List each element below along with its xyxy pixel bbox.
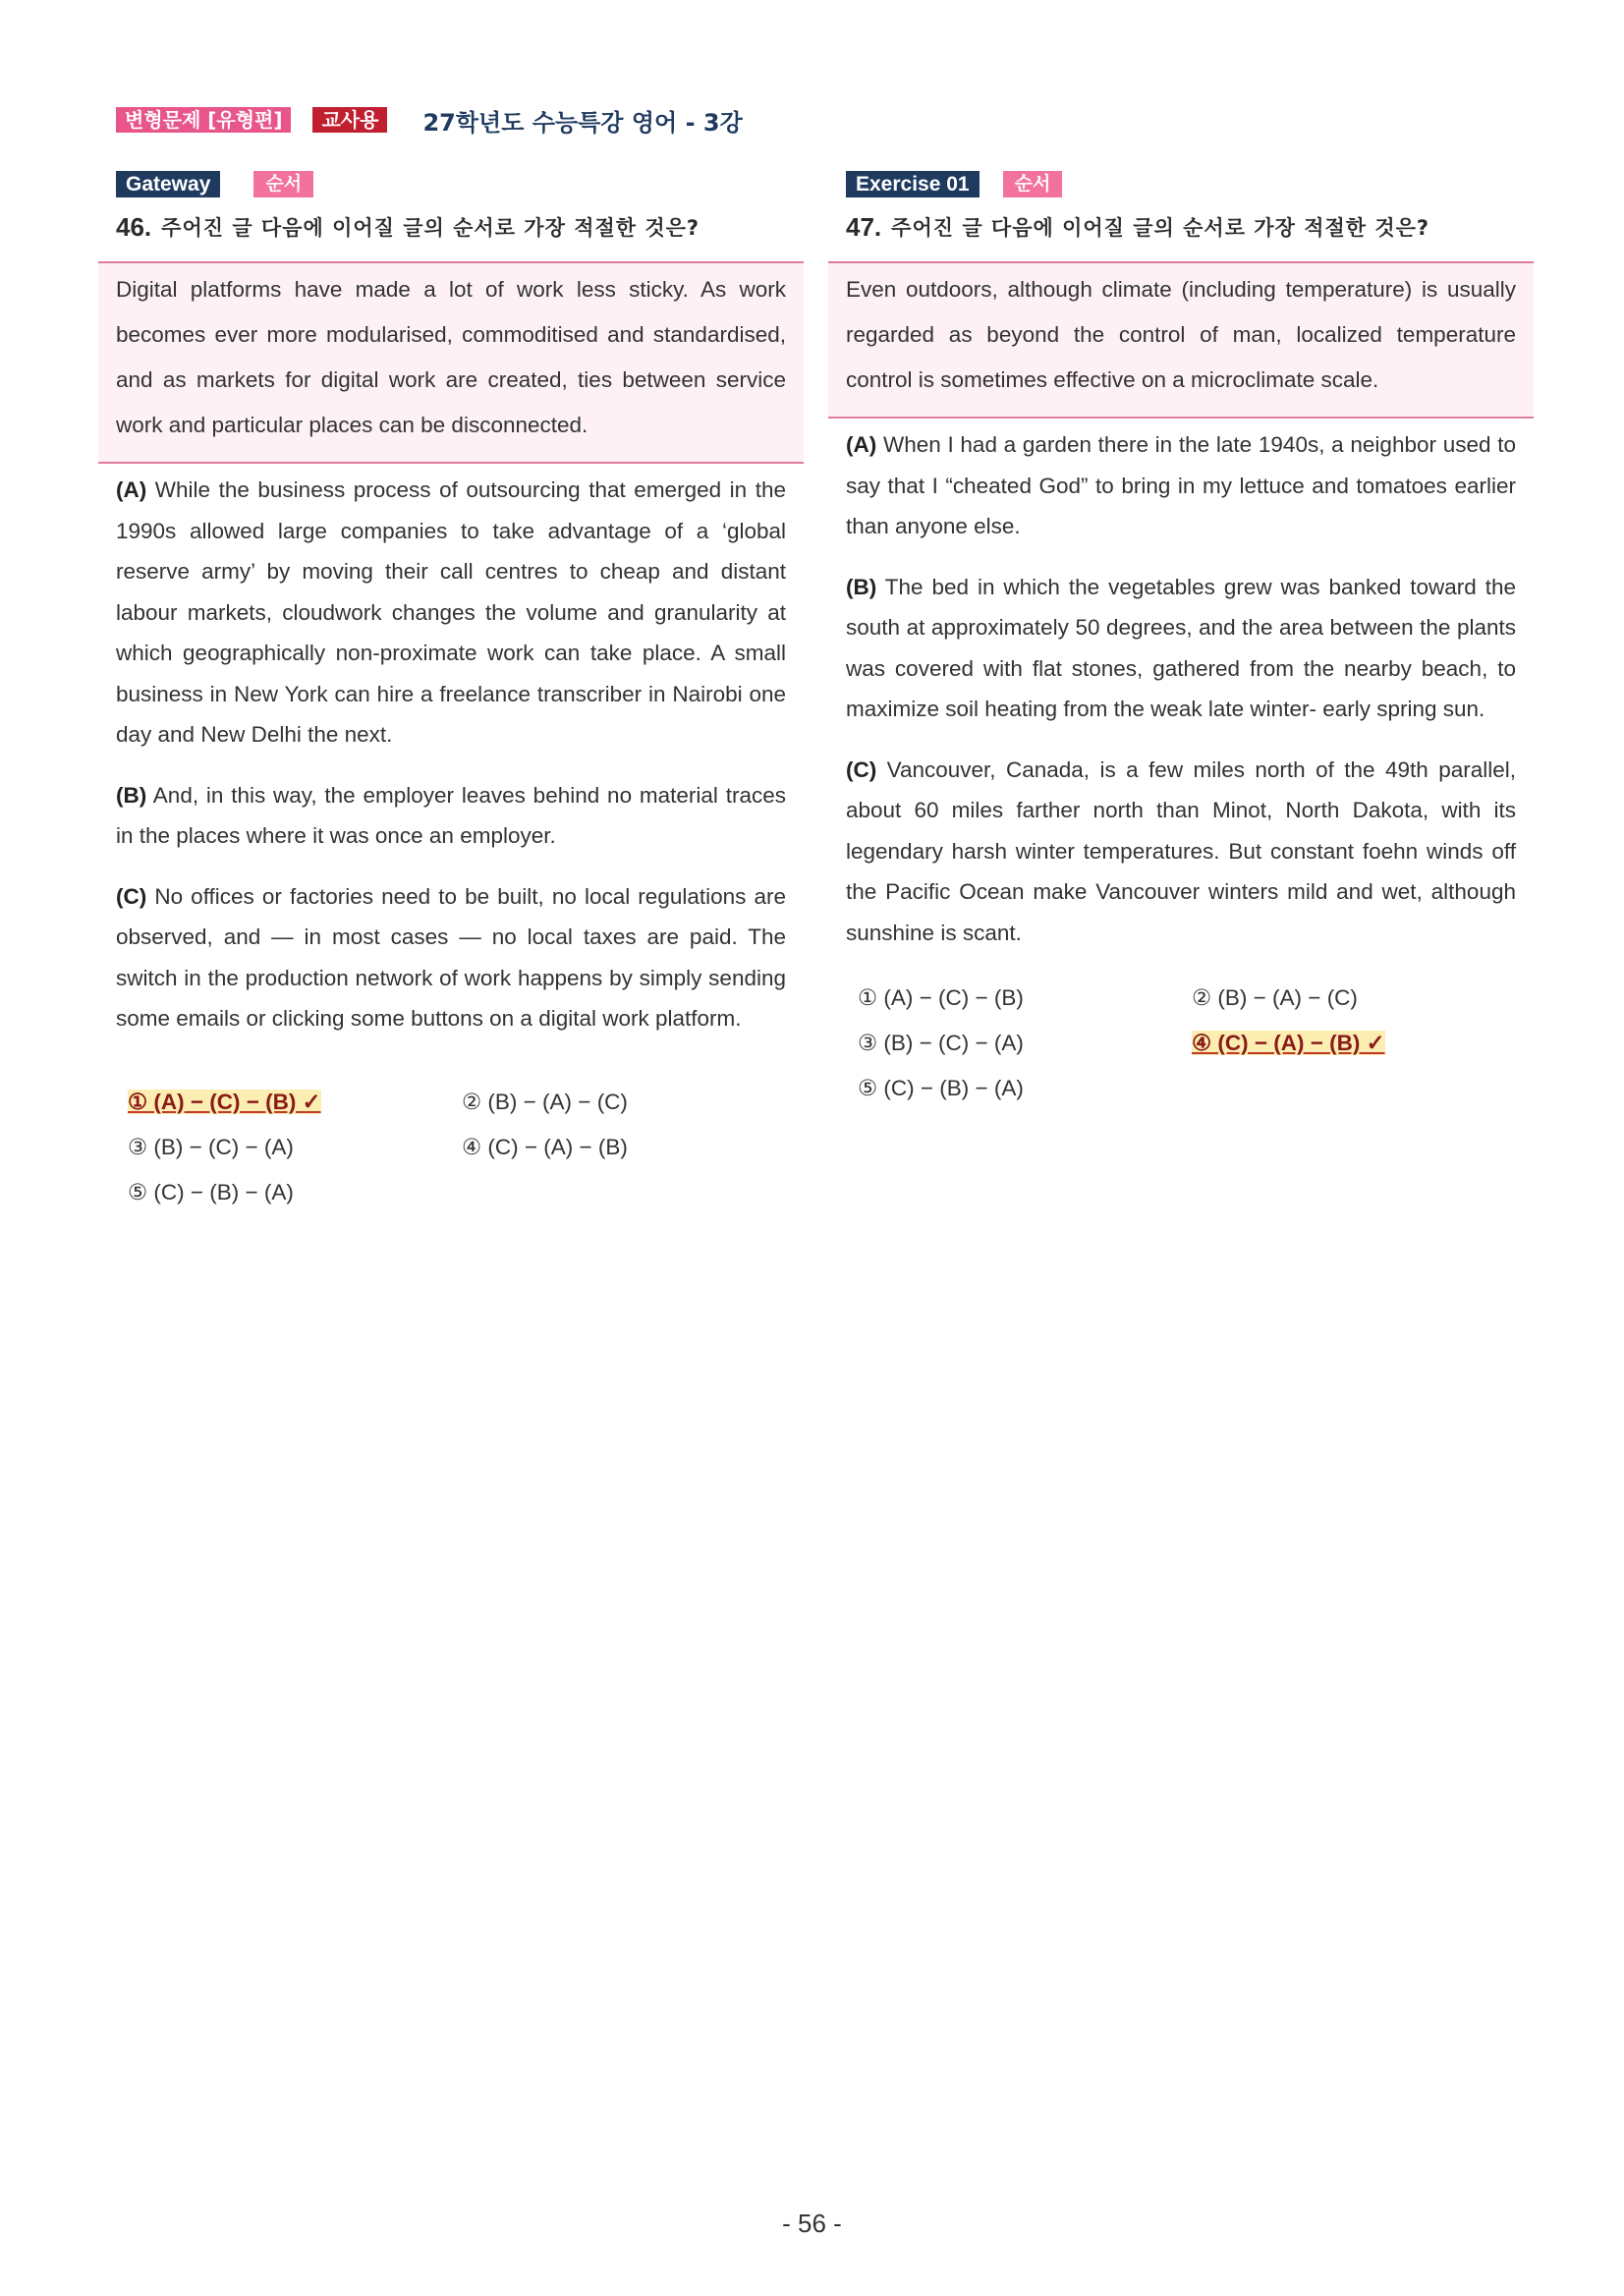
choice-1[interactable] — [128, 1085, 462, 1120]
paragraph-text: And, in this way, the employer leaves behind no material traces in the places where it was once an employer. — [116, 782, 786, 848]
choice-2[interactable]: ② (B) − (A) − (C) — [462, 1089, 628, 1114]
choice-5[interactable]: ⑤ (C) − (B) − (A) — [858, 1076, 1024, 1100]
question-line — [98, 210, 804, 244]
intro-passage: Even outdoors, although climate (including temperature) is usually regarded as beyond the control of man, localized temperature control is sometimes effective on a microclimate scale. — [828, 261, 1534, 419]
paragraph-c — [828, 750, 1534, 954]
section-tag: Exercise 01 — [846, 171, 980, 197]
answer-choices — [828, 980, 1534, 1106]
type-tag: 순서 — [253, 171, 313, 197]
answer-choices — [98, 1085, 804, 1210]
question-47 — [828, 169, 1534, 1106]
paragraph-label: (C) — [846, 756, 877, 782]
question-line — [828, 210, 1534, 244]
paragraph-label: (C) — [116, 883, 147, 909]
paragraph-text: While the business process of outsourcing that emerged in the 1990s allowed large companies to take advantage of a ‘global reserve army’ by moving their call centres to cheap and distant labour markets, cloudwork changes the volume and granularity at which geographically non-proximate work can take place. A small business in New York can hire a freelance transcriber in Nairobi one day and New Delhi the next. — [116, 477, 786, 747]
choice-1[interactable]: ① (A) − (C) − (B) — [858, 985, 1024, 1010]
question-number: 47. — [846, 211, 882, 242]
choice-5[interactable]: ⑤ (C) − (B) − (A) — [128, 1179, 294, 1204]
choice-text: ① (A) − (C) − (B) ✓ — [128, 1089, 321, 1114]
paragraph-b — [828, 567, 1534, 730]
paragraph-label: (A) — [846, 432, 877, 457]
paragraph-label: (B) — [116, 782, 147, 808]
choice-2[interactable]: ② (B) − (A) − (C) — [1192, 985, 1358, 1010]
teacher-tag: 교사용 — [312, 107, 387, 133]
variant-tag: 변형문제 [유형편] — [116, 107, 291, 133]
question-text: 주어진 글 다음에 이어질 글의 순서로 가장 적절한 것은? — [891, 216, 1430, 240]
paragraph-label: (B) — [846, 574, 877, 599]
choice-text: ④ (C) − (A) − (B) ✓ — [1192, 1031, 1385, 1055]
paragraph-a — [828, 424, 1534, 547]
question-46 — [98, 169, 804, 1210]
question-number: 46. — [116, 211, 152, 242]
choice-4[interactable] — [1192, 1026, 1526, 1061]
question-tags — [98, 169, 804, 198]
type-tag: 순서 — [1003, 171, 1063, 197]
paragraph-text: When I had a garden there in the late 1940s, a neighbor used to say that I “cheated God” to bring in my lettuce and tomatoes earlier than anyone else. — [846, 432, 1516, 538]
page-title: 27학년도 수능특강 영어 - 3강 — [422, 108, 743, 137]
section-tag: Gateway — [116, 171, 220, 197]
paragraph-a — [98, 470, 804, 756]
paragraph-text: The bed in which the vegetables grew was banked toward the south at approximately 50 degrees, and the area between the plants was covered with flat stones, gathered from the nearby beach, to maximize soil heating from the weak late winter- early spring sun. — [846, 574, 1516, 721]
question-text: 주어진 글 다음에 이어질 글의 순서로 가장 적절한 것은? — [161, 216, 700, 240]
paragraph-label: (A) — [116, 477, 147, 502]
choice-3[interactable]: ③ (B) − (C) − (A) — [128, 1134, 294, 1159]
paragraph-text: No offices or factories need to be built, no local regulations are observed, and — in most cases — no local taxes are paid. The switch in the production network of work happens by simply sending some emails or clicking some buttons on a digital work platform. — [116, 883, 786, 1031]
paragraph-b — [98, 775, 804, 857]
choice-3[interactable]: ③ (B) − (C) − (A) — [858, 1031, 1024, 1055]
paragraph-text: Vancouver, Canada, is a few miles north of the 49th parallel, about 60 miles farther north than Minot, North Dakota, with its legendary harsh winter temperatures. But constant foehn winds off the Pacific Ocean make Vancouver winters mild and wet, although sunshine is scant. — [846, 756, 1516, 945]
page-number: - 56 - — [782, 2209, 842, 2238]
question-tags — [828, 169, 1534, 198]
paragraph-c — [98, 876, 804, 1039]
page-header — [116, 104, 743, 136]
intro-passage: Digital platforms have made a lot of work less sticky. As work becomes ever more modularised, commoditised and standardised, and as markets for digital work are created, ties between service work and particular places can be disconnected. — [98, 261, 804, 464]
choice-4[interactable]: ④ (C) − (A) − (B) — [462, 1134, 628, 1159]
